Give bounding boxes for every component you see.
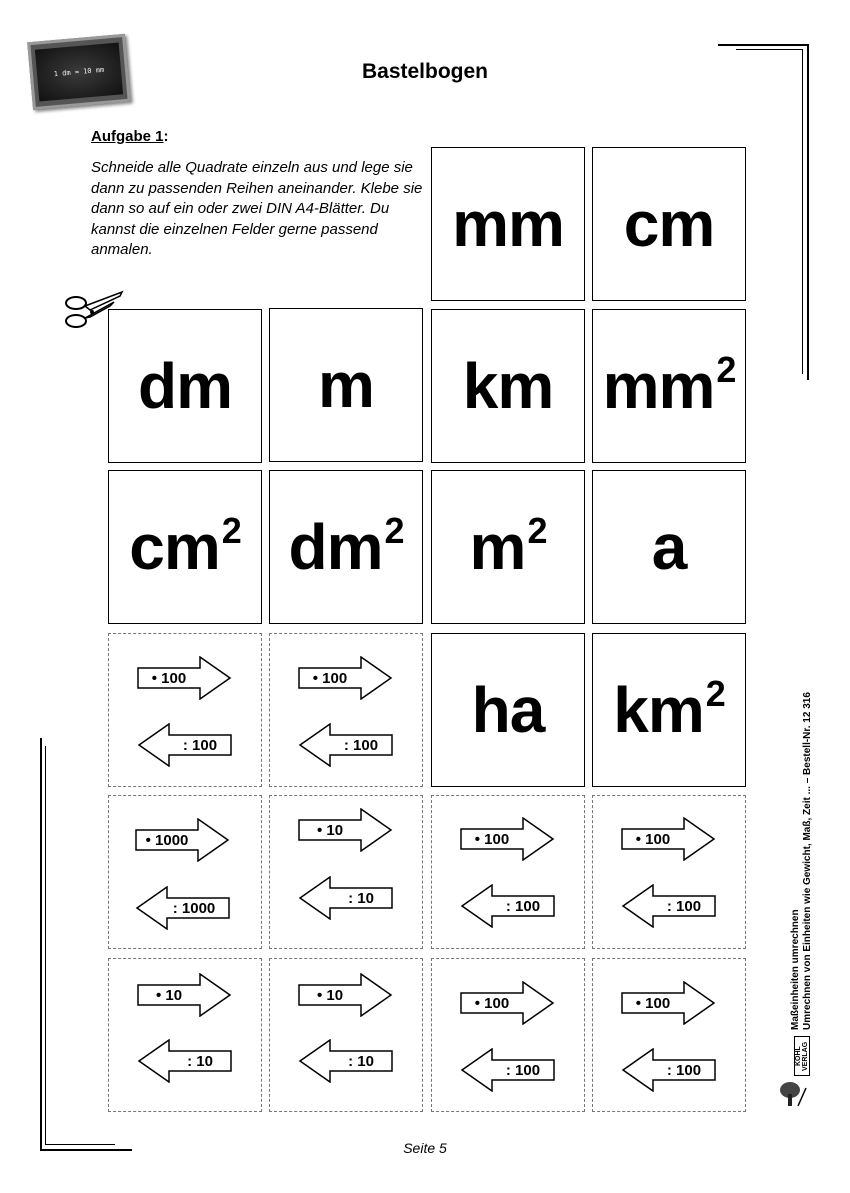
arrow-left-shape — [621, 884, 716, 928]
unit-label: cm — [623, 188, 715, 260]
arrow-right-shape — [460, 981, 555, 1025]
unit-card-a — [592, 470, 746, 624]
unit-base: km — [613, 674, 704, 746]
arrow-left-label: : 100 — [505, 897, 541, 915]
arrow-left-shape — [135, 886, 230, 930]
task-heading — [91, 128, 169, 145]
arrow-right-shape — [137, 973, 232, 1017]
arrow-card-r4c1 — [108, 633, 262, 787]
arrow-right-label: • 10 — [155, 986, 183, 1004]
arrow-right-shape — [298, 973, 393, 1017]
arrow-card-r6c4 — [592, 958, 746, 1112]
unit-label — [613, 673, 725, 746]
unit-card-km — [431, 309, 585, 463]
arrow-left-label: : 1000 — [172, 899, 216, 917]
arrow-card-r6c1 — [108, 958, 262, 1112]
page-number: Seite 5 — [403, 1140, 447, 1156]
arrow-card-r6c3 — [431, 958, 585, 1112]
chalkboard-text: 1 dm = 10 mm — [35, 42, 123, 101]
arrow-right-label: • 100 — [474, 830, 510, 848]
arrow-left-shape — [298, 876, 393, 920]
frame-right-vertical-line — [807, 44, 809, 380]
arrow-right-label: • 100 — [635, 994, 671, 1012]
arrow-right-label: • 100 — [635, 830, 671, 848]
unit-label: m — [318, 349, 374, 421]
unit-label: dm — [138, 350, 232, 422]
unit-card-cm — [592, 147, 746, 301]
arrow-left-label: : 100 — [182, 736, 218, 754]
unit-card-m2 — [431, 470, 585, 624]
frame-right-vertical-line-inner — [802, 49, 803, 374]
arrow-right-label: • 1000 — [145, 831, 189, 849]
task-heading-suffix: : — [163, 128, 169, 145]
arrow-left-label: : 10 — [348, 889, 374, 907]
unit-card-mm — [431, 147, 585, 301]
arrow-card-r5c3 — [431, 795, 585, 949]
frame-left-vertical-line — [40, 738, 42, 1150]
unit-exponent: 2 — [527, 510, 547, 551]
arrow-card-r6c2 — [269, 958, 423, 1112]
unit-card-dm2 — [269, 470, 423, 624]
unit-exponent: 2 — [716, 349, 736, 390]
unit-label — [129, 510, 241, 583]
task-instructions: Schneide alle Quadrate einzeln aus und lege sie dann zu passenden Reihen aneinander. Klebe sie dann so auf ein oder zwei DIN A4-Blätter. Du kannst die einzelnen Felder gerne passend anmalen. — [91, 159, 423, 258]
arrow-right-label: • 100 — [312, 669, 348, 687]
unit-base: dm — [288, 511, 383, 583]
arrow-left-shape — [137, 1039, 232, 1083]
page-title: Bastelbogen — [361, 60, 489, 83]
unit-card-km2 — [592, 633, 746, 787]
unit-exponent: 2 — [221, 510, 241, 551]
arrow-left-shape — [298, 1039, 393, 1083]
arrow-card-r4c2 — [269, 633, 423, 787]
arrow-card-r5c2 — [269, 795, 423, 949]
unit-label: ha — [471, 674, 545, 746]
arrow-right-label: • 10 — [316, 821, 344, 839]
unit-label — [288, 510, 404, 583]
sidebar-line-1: Maßeinheiten umrechnen — [790, 909, 801, 1030]
unit-card-mm2 — [592, 309, 746, 463]
unit-card-m — [269, 308, 423, 462]
arrow-left-shape — [621, 1048, 716, 1092]
arrow-left-shape — [460, 884, 555, 928]
unit-card-ha — [431, 633, 585, 787]
sidebar-text — [790, 692, 814, 1030]
unit-label — [469, 510, 547, 583]
arrow-left-label: : 100 — [505, 1061, 541, 1079]
arrow-left-label: : 100 — [666, 897, 702, 915]
arrow-right-label: • 10 — [316, 986, 344, 1004]
arrow-card-r5c1 — [108, 795, 262, 949]
arrow-card-r5c4 — [592, 795, 746, 949]
arrow-right-shape — [298, 656, 393, 700]
arrow-left-label: : 100 — [666, 1061, 702, 1079]
arrow-left-label: : 10 — [348, 1052, 374, 1070]
frame-top-right-line — [718, 44, 808, 46]
arrow-left-shape — [460, 1048, 555, 1092]
unit-exponent: 2 — [705, 673, 725, 714]
arrow-right-shape — [298, 808, 393, 852]
arrow-left-shape — [137, 723, 232, 767]
unit-label: a — [651, 511, 687, 583]
arrow-right-shape — [135, 818, 230, 862]
unit-base: m — [469, 511, 526, 583]
arrow-right-label: • 100 — [474, 994, 510, 1012]
arrow-right-shape — [460, 817, 555, 861]
arrow-right-label: • 100 — [151, 669, 187, 687]
unit-base: cm — [129, 511, 220, 583]
unit-label: mm — [452, 188, 564, 260]
arrow-right-shape — [137, 656, 232, 700]
arrow-right-shape — [621, 817, 716, 861]
unit-card-dm — [108, 309, 262, 463]
unit-exponent: 2 — [384, 510, 404, 551]
tree-icon — [776, 1080, 810, 1108]
publisher-logo: KOHL VERLAG — [794, 1036, 810, 1076]
task-heading-label: Aufgabe 1 — [91, 128, 164, 145]
arrow-right-shape — [621, 981, 716, 1025]
sidebar-line-2: Umrechnen von Einheiten wie Gewicht, Maß, Zeit ... – Bestell-Nr. 12 316 — [802, 692, 813, 1030]
arrow-left-shape — [298, 723, 393, 767]
unit-card-cm2 — [108, 470, 262, 624]
unit-base: mm — [602, 350, 715, 422]
arrow-left-label: : 10 — [187, 1052, 213, 1070]
arrow-left-label: : 100 — [343, 736, 379, 754]
unit-label — [602, 349, 736, 422]
frame-top-right-line-inner — [736, 49, 802, 50]
unit-label: km — [462, 350, 554, 422]
frame-left-vertical-line-inner — [45, 746, 46, 1144]
